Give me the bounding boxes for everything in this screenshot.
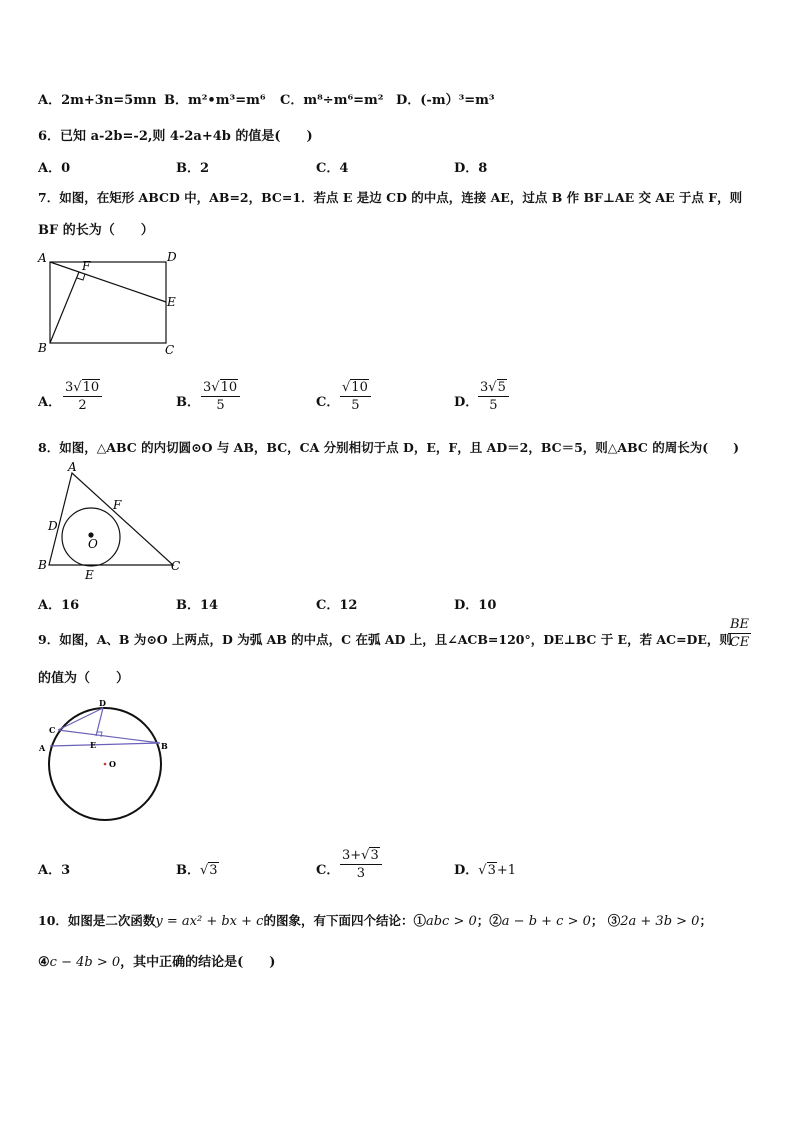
q7-option-a-letter: A． (38, 395, 62, 410)
label-a: A (68, 460, 77, 474)
label-a: A (39, 743, 46, 753)
q10-function: y = ax² + bx + c (155, 914, 264, 929)
label-b: B (38, 341, 47, 355)
q10-conclusion-4-mark: ④ (38, 955, 50, 970)
center-point-o (104, 763, 107, 766)
q8-option-c: C．12 (316, 598, 358, 613)
q9-option-d-radicand: 3 (487, 863, 496, 878)
label-a: A (38, 251, 47, 265)
rectangle-abcd (50, 262, 166, 343)
q6-option-a: A．0 (38, 161, 71, 176)
q9-option-c-fraction: $\frac{3+√3}{3}$ (340, 848, 382, 881)
label-e: E (85, 568, 94, 582)
q7-rectangle-figure (34, 248, 184, 360)
label-c: C (171, 559, 181, 573)
chord-cb (58, 730, 160, 743)
q8-incircle-figure (34, 458, 184, 583)
q8-stem: 8．如图，△ABC 的内切圆⊙O 与 AB，BC，CA 分别相切于点 D，E，F，且 AD＝2，BC＝5，则△ABC 的周长为( ) (38, 440, 740, 455)
q10-conclusion-1-mark: ① (413, 913, 426, 928)
q9-stem-line2: 的值为（ ） (38, 671, 130, 686)
q9-option-b-letter: B． (176, 863, 200, 878)
q10-stem-end: ，其中正确的结论是( ) (120, 955, 276, 970)
q8-option-a: A．16 (38, 598, 80, 613)
q7-stem-line1: 7．如图，在矩形 ABCD 中，AB=2，BC=1．若点 E 是边 CD 的中点，连接 AE，过点 B 作 BF⊥AE 交 AE 于点 F，则 (38, 190, 743, 205)
q10-conclusion-2-mark: ；② (476, 913, 502, 928)
label-f: F (82, 259, 91, 273)
q10-conclusion-1: abc > 0 (425, 914, 477, 929)
q9-option-d-letter: D． (454, 863, 479, 878)
segment-ae (50, 262, 166, 302)
q10-conclusion-2: a − b + c > 0 (501, 914, 591, 929)
label-d: D (99, 698, 106, 708)
q7-option-d-fraction: $\frac{3√5}{5}$ (478, 380, 509, 413)
q7-option-c-fraction: $\frac{√10}{5}$ (340, 380, 371, 413)
q9-circle-figure (34, 692, 174, 824)
q10-stem-mid: 的图象，有下面四个结论： (263, 913, 414, 928)
q9-option-d-tail: +1 (496, 863, 517, 878)
q5-option-d: D．(-m）³=m³ (396, 93, 495, 108)
q9-option-d: D．√3+1 (454, 863, 517, 878)
q7-option-a-fraction: $\frac{3√10}{2}$ (63, 380, 102, 413)
q10-conclusion-3: 2a + 3b > 0 (620, 914, 700, 929)
q6-stem: 6．已知 a-2b=-2,则 4-2a+4b 的值是( ) (38, 129, 313, 144)
label-b: B (161, 741, 168, 751)
q10-stem-line2 (38, 951, 275, 970)
label-d: D (48, 519, 58, 533)
q7-option-b-letter: B． (176, 395, 200, 410)
q5-option-a: A．2m+3n=5mn (38, 93, 157, 108)
q7-stem-line2: BF 的长为（ ） (38, 223, 154, 238)
segment-bf (50, 272, 79, 343)
q5-option-c: C．m⁸÷m⁶=m² (280, 93, 384, 108)
q10-stem-prefix: 10．如图是二次函数 (38, 913, 156, 928)
q9-option-b: B．√3 (176, 863, 218, 878)
q8-option-b: B．14 (176, 598, 219, 613)
chord-ab (50, 743, 160, 746)
q9-option-a: A．3 (38, 863, 71, 878)
label-c: C (165, 343, 175, 357)
q6-option-d: D．8 (454, 161, 488, 176)
q7-option-d-letter: D． (454, 395, 479, 410)
label-b: B (38, 558, 47, 572)
label-o: O (88, 537, 98, 551)
q8-option-d: D．10 (454, 598, 497, 613)
q9-option-c-letter: C． (316, 863, 340, 878)
q7-option-b-fraction: $\frac{3√10}{5}$ (201, 380, 240, 413)
q9-stem-line1: 9．如图，A、B 为⊙O 上两点，D 为弧 AB 的中点，C 在弧 AD 上，且∠ACB=120°，DE⊥BC 于 E，若 AC=DE，则 (38, 632, 732, 647)
q7-option-c-letter: C． (316, 395, 340, 410)
label-e: E (90, 740, 97, 750)
q9-ratio-fraction: $\frac{BE}{CE}$ (729, 617, 750, 650)
label-f: F (113, 498, 122, 512)
label-d: D (167, 250, 177, 264)
label-e: E (167, 295, 176, 309)
chord-cd (58, 708, 103, 730)
q10-stem-line1 (38, 911, 712, 929)
q10-conclusion-4: c − 4b > 0 (49, 955, 121, 970)
q10-conclusion-3-end: ； (699, 913, 712, 928)
q6-option-c: C．4 (316, 161, 349, 176)
label-c: C (49, 725, 56, 735)
q10-conclusion-3-mark: ； ③ (590, 913, 621, 928)
q6-option-b: B．2 (176, 161, 210, 176)
q5-option-b: B．m²•m³=m⁶ (164, 93, 266, 108)
label-o: O (109, 759, 116, 769)
q9-option-b-radicand: 3 (209, 863, 218, 878)
